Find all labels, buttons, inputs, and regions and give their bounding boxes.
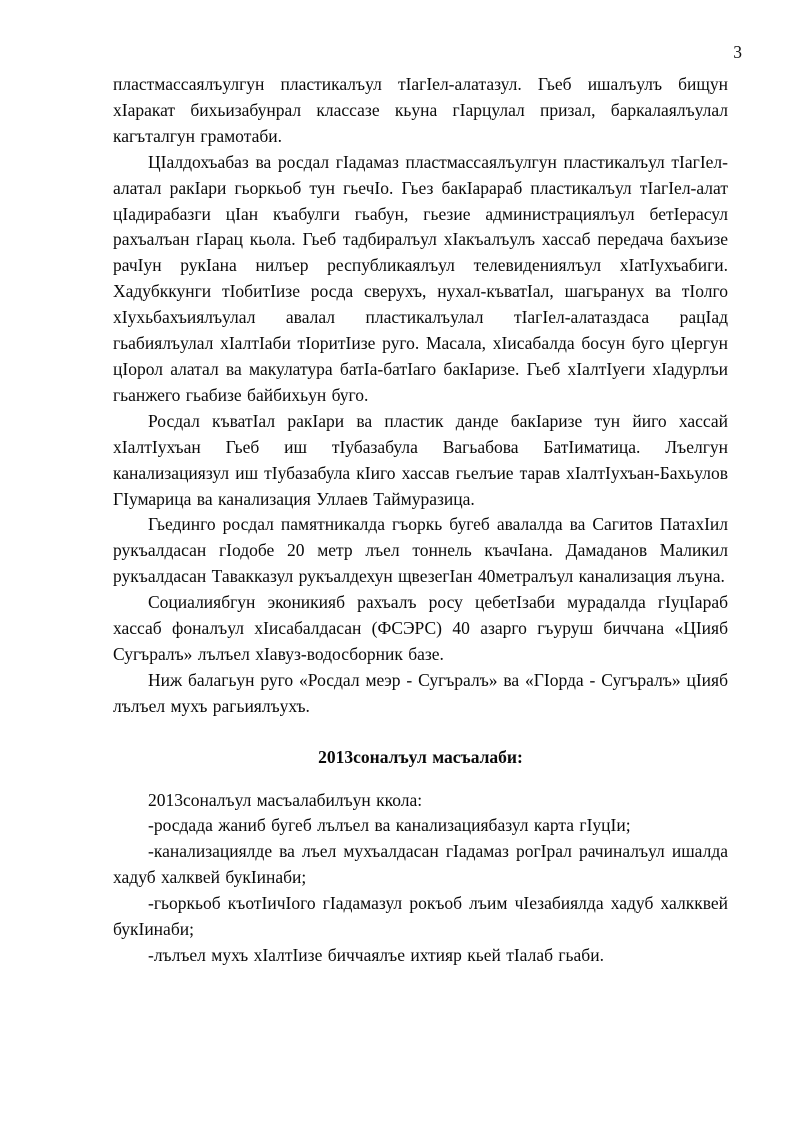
body-paragraph: Гьединго росдал памятникалда гъоркь бугеб авалалда ва Сагитов ПатахIил рукъалдасан гIодобе 20 метр лъел тоннель къачIана. Дамаданов Маликил рукъалдасан Тавакказул рукъалдехун щвезегIан 40метралъул канализация лъуна. xyxy=(113,514,728,587)
body-paragraph: Социалиябгун эконикияб рахъалъ росу цебетIзаби мурадалда гIуцIараб хассаб фоналъул хIисабалдасан (ФСЭРС) 40 азарго гъуруш биччана «ЦIияб Сугъралъ» лълъел хIавуз-водосборник базе. xyxy=(113,592,728,664)
task-item: -росдада жаниб бугеб лълъел ва канализациябазул карта гIуцIи; xyxy=(148,815,631,836)
body-paragraph: ЦIалдохъабаз ва росдал гIадамаз пластмассаялъулгун пластикалъул тIагIел-алатал ракIари гьоркьоб тун гьечIо. Гьез бакIарараб пластикалъул тIагIел-алат цIадирабазги цIан къабулги гьабун, гьезие администрациялъул бетIерасул рахъалъан гIарац кьола. Гьеб тадбиралъул хIакъалъулъ хассаб передача бахъизе рачIун рукIана нилъер республикаялъул телевидениялъул хIатIухъабиги. Хадубккунги тIобитIизе росда сверухъ, нухал-къватIал, шагьранух ва тIолго хIухьбахъиялъулал авалал пластикалъулал тIагIел-алатаздаса рацIад гьабиялъулал хIалтIаби тIоритIизе руго. Масала, хIисабалда босун буго цIергун цIорол алатал ва макулатура батIа-батIаго бакIаризе. Гьеб хIалтIуеги хIадурлъи гьанжего гьабизе байбихьун буго. xyxy=(113,151,728,405)
task-item: -канализациялде ва лъел мухъалдасан гIадамаз рогIрал рачиналъул ишалда хадуб халквей букIинаби; xyxy=(113,841,728,888)
page-number: 3 xyxy=(733,42,742,62)
page-content xyxy=(113,72,728,969)
task-item: -лълъел мухъ хIалтIизе биччаялъе ихтияр кьей тIалаб гьаби. xyxy=(148,945,604,965)
body-paragraph-continuation: пластмассаялъулгун пластикалъул тIагIел-алатазул. Гьеб ишалъулъ бищун хIаракат бихьизабунрал классазе кьуна гIарцулал призал, баркалаялъулал кагъталгун грамотаби. xyxy=(113,74,728,146)
body-paragraph: Росдал къватIал ракIари ва пластик данде бакIаризе тун йиго хассай хIалтIухъан Гьеб иш тIубазабула Вагьабова БатIиматица. Лъелгун канализациязул иш тIубазабула кIиго хассав гьелъие тарав хIалтIухъан-Бахьулов ГIумарица ва канализация Уллаев Таймуразица. xyxy=(113,410,728,509)
section-heading: 2013соналъул масъалаби: xyxy=(318,746,523,767)
task-item: -гьоркьоб къотIичIого гIадамазул рокъоб лъим чIезабиялда хадуб халкквей букIинаби; xyxy=(113,893,728,940)
body-paragraph: Ниж балагьун руго «Росдал меэр - Сугъралъ» ва «ГIорда - Сугъралъ» цIияб лълъел мухъ рагьиялъухъ. xyxy=(113,669,728,716)
tasks-intro: 2013соналъул масъалабилъун ккола: xyxy=(148,789,423,810)
